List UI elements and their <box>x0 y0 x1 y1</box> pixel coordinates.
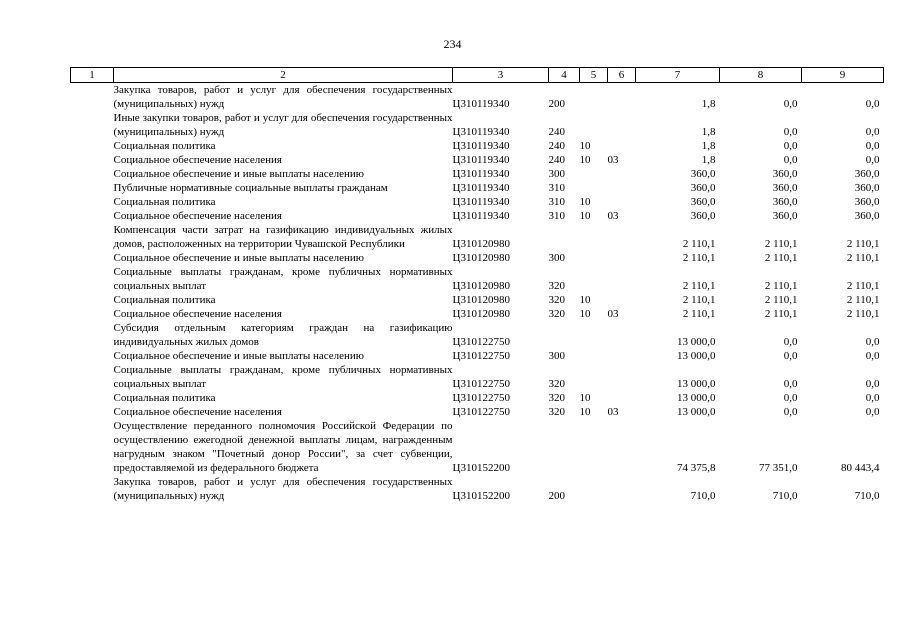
row-name-text: Социальное обеспечение населения <box>113 154 282 166</box>
target-code-cell: Ц310122750 <box>452 350 510 362</box>
header-col-2: 2 <box>114 68 453 83</box>
amount-2-cell: 0,0 <box>783 98 798 110</box>
header-col-1: 1 <box>71 68 114 83</box>
section-cell: 10 <box>579 406 591 418</box>
subsection-cell <box>608 181 636 195</box>
section-cell <box>580 167 608 181</box>
amount-3-cell: 80 443,4 <box>841 462 880 474</box>
row-number-cell <box>71 223 114 251</box>
target-code-cell: Ц310119340 <box>452 182 510 194</box>
amount-2-cell: 2 110,1 <box>764 280 798 292</box>
section-cell: 10 <box>579 196 591 208</box>
amount-2-cell: 360,0 <box>772 196 798 208</box>
row-name-cell <box>114 363 453 391</box>
row-name-text: Публичные нормативные социальные выплаты гражданам <box>113 182 388 194</box>
amount-3-cell: 710,0 <box>854 490 880 502</box>
amount-1-cell: 360,0 <box>690 210 716 222</box>
subsection-cell <box>608 111 636 139</box>
expense-type-cell <box>549 321 580 349</box>
expense-type-cell: 300 <box>548 252 565 264</box>
section-cell: 10 <box>579 294 591 306</box>
budget-table <box>70 67 884 503</box>
amount-3-cell: 0,0 <box>865 154 880 166</box>
amount-1-cell: 2 110,1 <box>682 280 716 292</box>
expense-type-cell: 200 <box>548 98 565 110</box>
target-code-cell: Ц310152200 <box>452 462 510 474</box>
subsection-cell <box>608 195 636 209</box>
row-name-cell <box>114 419 453 475</box>
table-header <box>71 68 884 83</box>
target-code-cell: Ц310119340 <box>452 154 510 166</box>
row-number-cell <box>71 83 114 112</box>
subsection-cell <box>608 223 636 251</box>
table-row <box>71 349 884 363</box>
amount-2-cell: 360,0 <box>772 210 798 222</box>
expense-type-cell: 240 <box>548 126 565 138</box>
section-cell <box>580 349 608 363</box>
row-name-text: Иные закупки товаров, работ и услуг для обеспечения государственных (муниципальных) нужд <box>113 112 453 138</box>
amount-3-cell: 360,0 <box>854 210 880 222</box>
amount-1-cell: 360,0 <box>690 196 716 208</box>
amount-3-cell: 0,0 <box>865 350 880 362</box>
row-name-cell <box>114 391 453 405</box>
subsection-cell <box>608 419 636 475</box>
section-cell <box>580 223 608 251</box>
section-cell <box>580 419 608 475</box>
row-name-text: Социальная политика <box>113 140 216 152</box>
row-name-cell <box>114 349 453 363</box>
expense-type-cell: 320 <box>548 392 565 404</box>
section-cell <box>580 363 608 391</box>
amount-1-cell: 2 110,1 <box>682 294 716 306</box>
expense-type-cell: 240 <box>548 140 565 152</box>
row-number-cell <box>71 265 114 293</box>
table-body <box>71 83 884 504</box>
amount-2-cell: 77 351,0 <box>759 462 798 474</box>
amount-1-cell: 1,8 <box>701 140 716 152</box>
amount-1-cell: 13 000,0 <box>677 336 716 348</box>
amount-1-cell: 360,0 <box>690 182 716 194</box>
amount-3-cell: 2 110,1 <box>846 280 880 292</box>
section-cell: 10 <box>579 392 591 404</box>
header-col-6: 6 <box>608 68 636 83</box>
expense-type-cell: 320 <box>548 378 565 390</box>
expense-type-cell: 310 <box>548 210 565 222</box>
row-name-text: Закупка товаров, работ и услуг для обеспечения государственных (муниципальных) нужд <box>113 84 453 110</box>
table-row <box>71 475 884 503</box>
row-name-text: Социальное обеспечение и иные выплаты населению <box>113 252 365 264</box>
row-number-cell <box>71 111 114 139</box>
target-code-cell: Ц310120980 <box>452 280 510 292</box>
row-name-text: Социальное обеспечение и иные выплаты населению <box>113 350 365 362</box>
table-row <box>71 153 884 167</box>
row-number-cell <box>71 167 114 181</box>
row-name-cell <box>114 475 453 503</box>
expense-type-cell: 320 <box>548 308 565 320</box>
row-number-cell <box>71 321 114 349</box>
amount-2-cell: 360,0 <box>772 182 798 194</box>
row-number-cell <box>71 181 114 195</box>
amount-2-cell: 0,0 <box>783 392 798 404</box>
section-cell: 10 <box>579 154 591 166</box>
amount-2-cell: 0,0 <box>783 406 798 418</box>
subsection-cell <box>608 293 636 307</box>
row-name-cell <box>114 153 453 167</box>
row-name-cell <box>114 209 453 223</box>
row-name-cell <box>114 83 453 112</box>
row-name-cell <box>114 405 453 419</box>
amount-1-cell: 710,0 <box>690 490 716 502</box>
header-col-5: 5 <box>580 68 608 83</box>
table-row <box>71 181 884 195</box>
amount-2-cell: 0,0 <box>783 378 798 390</box>
row-number-cell <box>71 139 114 153</box>
row-name-text: Социальная политика <box>113 294 216 306</box>
section-cell <box>580 83 608 112</box>
row-number-cell <box>71 349 114 363</box>
target-code-cell: Ц310120980 <box>452 238 510 250</box>
amount-3-cell: 360,0 <box>854 168 880 180</box>
target-code-cell: Ц310122750 <box>452 406 510 418</box>
amount-3-cell: 2 110,1 <box>846 238 880 250</box>
header-col-4: 4 <box>549 68 580 83</box>
row-name-text: Компенсация части затрат на газификацию индивидуальных жилых домов, расположенных на территории Чувашской Республики <box>113 224 453 250</box>
amount-1-cell: 1,8 <box>701 98 716 110</box>
header-col-8: 8 <box>720 68 802 83</box>
section-cell <box>580 321 608 349</box>
row-number-cell <box>71 251 114 265</box>
table-row <box>71 265 884 293</box>
expense-type-cell: 300 <box>548 168 565 180</box>
row-number-cell <box>71 293 114 307</box>
subsection-cell <box>608 349 636 363</box>
amount-2-cell: 2 110,1 <box>764 294 798 306</box>
page-number: 234 <box>443 37 462 51</box>
row-name-text: Социальное обеспечение населения <box>113 308 282 320</box>
table-row <box>71 139 884 153</box>
amount-2-cell: 0,0 <box>783 154 798 166</box>
amount-1-cell: 74 375,8 <box>677 462 716 474</box>
amount-2-cell: 2 110,1 <box>764 238 798 250</box>
row-number-cell <box>71 405 114 419</box>
header-col-9: 9 <box>802 68 884 83</box>
amount-3-cell: 2 110,1 <box>846 308 880 320</box>
amount-3-cell: 0,0 <box>865 336 880 348</box>
subsection-cell <box>608 83 636 112</box>
header-col-7: 7 <box>636 68 720 83</box>
table-row <box>71 321 884 349</box>
expense-type-cell <box>549 419 580 475</box>
row-name-cell <box>114 139 453 153</box>
table-row <box>71 111 884 139</box>
expense-type-cell <box>549 223 580 251</box>
section-cell: 10 <box>579 210 591 222</box>
table-row <box>71 293 884 307</box>
amount-3-cell: 360,0 <box>854 196 880 208</box>
row-number-cell <box>71 307 114 321</box>
row-number-cell <box>71 195 114 209</box>
section-cell <box>580 111 608 139</box>
subsection-cell: 03 <box>607 308 619 320</box>
expense-type-cell: 320 <box>548 294 565 306</box>
row-name-text: Социальная политика <box>113 196 216 208</box>
row-name-text: Социальное обеспечение населения <box>113 210 282 222</box>
row-name-cell <box>114 321 453 349</box>
amount-3-cell: 2 110,1 <box>846 294 880 306</box>
subsection-cell <box>608 475 636 503</box>
row-name-cell <box>114 195 453 209</box>
amount-2-cell: 0,0 <box>783 140 798 152</box>
amount-2-cell: 2 110,1 <box>764 252 798 264</box>
table-row <box>71 167 884 181</box>
amount-2-cell: 710,0 <box>772 490 798 502</box>
subsection-cell <box>608 391 636 405</box>
table-row <box>71 223 884 251</box>
subsection-cell <box>608 363 636 391</box>
table-row <box>71 391 884 405</box>
target-code-cell: Ц310119340 <box>452 98 510 110</box>
row-name-cell <box>114 181 453 195</box>
subsection-cell <box>608 251 636 265</box>
table-row <box>71 83 884 112</box>
target-code-cell: Ц310120980 <box>452 252 510 264</box>
amount-3-cell: 0,0 <box>865 378 880 390</box>
amount-3-cell: 360,0 <box>854 182 880 194</box>
amount-1-cell: 360,0 <box>690 168 716 180</box>
expense-type-cell: 200 <box>548 490 565 502</box>
row-number-cell <box>71 475 114 503</box>
section-cell <box>580 475 608 503</box>
amount-1-cell: 13 000,0 <box>677 350 716 362</box>
row-name-cell <box>114 307 453 321</box>
row-name-cell <box>114 251 453 265</box>
row-name-cell <box>114 223 453 251</box>
amount-3-cell: 0,0 <box>865 98 880 110</box>
expense-type-cell: 320 <box>548 406 565 418</box>
amount-2-cell: 0,0 <box>783 350 798 362</box>
table-row <box>71 195 884 209</box>
target-code-cell: Ц310122750 <box>452 336 510 348</box>
row-number-cell <box>71 363 114 391</box>
amount-2-cell: 0,0 <box>783 336 798 348</box>
target-code-cell: Ц310119340 <box>452 196 510 208</box>
target-code-cell: Ц310152200 <box>452 490 510 502</box>
amount-3-cell: 0,0 <box>865 140 880 152</box>
amount-3-cell: 0,0 <box>865 126 880 138</box>
row-name-text: Социальное обеспечение и иные выплаты населению <box>113 168 365 180</box>
row-name-text: Социальная политика <box>113 392 216 404</box>
target-code-cell: Ц310120980 <box>452 294 510 306</box>
header-row <box>71 68 884 83</box>
row-number-cell <box>71 209 114 223</box>
amount-1-cell: 2 110,1 <box>682 238 716 250</box>
subsection-cell <box>608 321 636 349</box>
row-name-text: Социальное обеспечение населения <box>113 406 282 418</box>
expense-type-cell: 240 <box>548 154 565 166</box>
row-number-cell <box>71 153 114 167</box>
target-code-cell: Ц310119340 <box>452 210 510 222</box>
table-row <box>71 307 884 321</box>
row-name-cell <box>114 265 453 293</box>
header-col-3: 3 <box>453 68 549 83</box>
subsection-cell: 03 <box>607 406 619 418</box>
row-name-text: Закупка товаров, работ и услуг для обеспечения государственных (муниципальных) нужд <box>113 476 453 502</box>
table-row <box>71 405 884 419</box>
target-code-cell: Ц310119340 <box>452 126 510 138</box>
table-row <box>71 419 884 475</box>
amount-1-cell: 1,8 <box>701 154 716 166</box>
amount-1-cell: 2 110,1 <box>682 308 716 320</box>
expense-type-cell: 310 <box>548 182 565 194</box>
row-name-cell <box>114 167 453 181</box>
row-name-cell <box>114 111 453 139</box>
amount-3-cell: 0,0 <box>865 406 880 418</box>
amount-1-cell: 1,8 <box>701 126 716 138</box>
amount-2-cell: 360,0 <box>772 168 798 180</box>
subsection-cell <box>608 139 636 153</box>
target-code-cell: Ц310122750 <box>452 392 510 404</box>
table-row <box>71 251 884 265</box>
target-code-cell: Ц310120980 <box>452 308 510 320</box>
subsection-cell <box>608 167 636 181</box>
section-cell <box>580 251 608 265</box>
section-cell <box>580 181 608 195</box>
amount-3-cell: 2 110,1 <box>846 252 880 264</box>
row-number-cell <box>71 419 114 475</box>
row-name-text: Социальные выплаты гражданам, кроме публичных нормативных социальных выплат <box>113 364 453 390</box>
amount-1-cell: 13 000,0 <box>677 406 716 418</box>
amount-2-cell: 2 110,1 <box>764 308 798 320</box>
subsection-cell: 03 <box>607 210 619 222</box>
table-row <box>71 209 884 223</box>
subsection-cell: 03 <box>607 154 619 166</box>
amount-2-cell: 0,0 <box>783 126 798 138</box>
row-name-text: Социальные выплаты гражданам, кроме публичных нормативных социальных выплат <box>113 266 453 292</box>
section-cell: 10 <box>579 140 591 152</box>
row-name-cell <box>114 293 453 307</box>
amount-1-cell: 2 110,1 <box>682 252 716 264</box>
amount-1-cell: 13 000,0 <box>677 378 716 390</box>
section-cell: 10 <box>579 308 591 320</box>
amount-3-cell: 0,0 <box>865 392 880 404</box>
expense-type-cell: 300 <box>548 350 565 362</box>
subsection-cell <box>608 265 636 293</box>
row-name-text: Субсидия отдельным категориям граждан на газификацию индивидуальных жилых домов <box>113 322 453 348</box>
row-number-cell <box>71 391 114 405</box>
amount-1-cell: 13 000,0 <box>677 392 716 404</box>
expense-type-cell: 310 <box>548 196 565 208</box>
section-cell <box>580 265 608 293</box>
expense-type-cell: 320 <box>548 280 565 292</box>
target-code-cell: Ц310122750 <box>452 378 510 390</box>
target-code-cell: Ц310119340 <box>452 168 510 180</box>
table-row <box>71 363 884 391</box>
row-name-text: Осуществление переданного полномочия Российской Федерации по осуществлению ежегодной денежной выплаты лицам, награжденным нагрудным знаком "Почетный донор России", за счет субвенции, предоставляемой из федерального бюджета <box>113 420 453 474</box>
target-code-cell: Ц310119340 <box>452 140 510 152</box>
